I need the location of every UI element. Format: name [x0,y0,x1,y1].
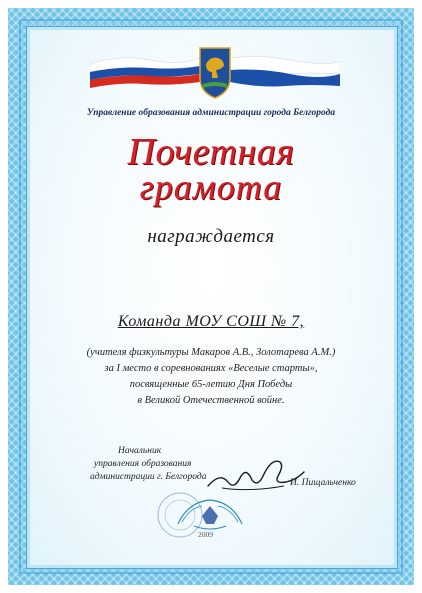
certificate-title-line1: Почетная [127,131,295,173]
issuing-authority: Управление образования администрации города Белгорода [86,108,336,118]
signatory-name: И. Пищальченко [290,478,356,488]
laurel-emblem [168,494,252,534]
citation-line-1: (учителя физкультуры Макаров А.В., Золотарева А.М.) [86,347,336,358]
signatory-position-line-1: Начальник [118,446,162,456]
signatory-position-line-2: управления образования [94,459,192,469]
citation-line-3: посвященные 65-летию Дня Победы [129,379,293,390]
certificate-title-line2: грамота [139,167,283,207]
signatory-position-line-3: администрации г. Белгорода [90,472,207,482]
handwritten-signature [200,452,310,497]
citation-line-2: за I место в соревнованиях «Веселые старты», [104,363,318,374]
awarded-label: награждается [147,226,275,247]
russian-flag-banner [90,58,200,88]
issue-year: 2009 [198,530,213,539]
citation-line-4: в Великой Отечественной войне. [137,395,285,406]
flags-and-crest [90,44,340,104]
belgorod-coat-of-arms [200,48,230,98]
recipient-name: Команда МОУ СОШ № 7, [117,313,305,330]
belgorod-flag-banner [230,56,340,86]
